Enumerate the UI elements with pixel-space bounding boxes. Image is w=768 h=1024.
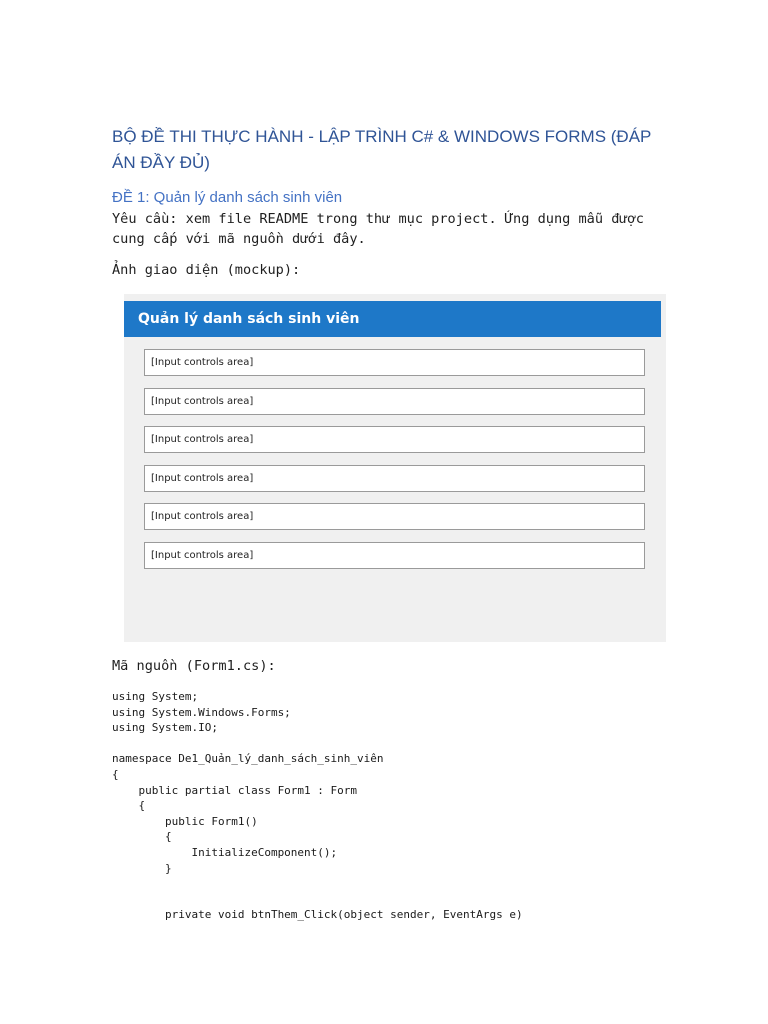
mockup-input-label: [Input controls area]	[151, 434, 254, 445]
section-heading: ĐỀ 1: Quản lý danh sách sinh viên	[112, 189, 343, 206]
code-caption: Mã nguồn (Form1.cs):	[112, 658, 276, 674]
document-title: BỘ ĐỀ THI THỰC HÀNH - LẬP TRÌNH C# & WINDOWS FORMS (ĐÁP ÁN ĐẦY ĐỦ)	[112, 127, 652, 172]
mockup-input-label: [Input controls area]	[151, 396, 254, 407]
mockup-title: Quản lý danh sách sinh viên	[138, 311, 360, 327]
code-block: using System; using System.Windows.Forms; using System.IO; namespace De1_Quản_lý_danh_sách_sinh_viên { public partial class Form1 : Form { public Form1() { InitializeComponent(); } private void btnThem_Click(object sender, EventArgs e)	[112, 690, 523, 922]
mockup-input-area	[144, 388, 645, 415]
requirement-paragraph: Yêu cầu: xem file README trong thư mục project. Ứng dụng mẫu được cung cấp với mã nguồn dưới đây.	[112, 211, 653, 247]
mockup-header-bar	[124, 301, 661, 337]
mockup-input-label: [Input controls area]	[151, 357, 254, 368]
mockup-input-area	[144, 542, 645, 569]
mockup-input-label: [Input controls area]	[151, 511, 254, 522]
mockup-input-label: [Input controls area]	[151, 550, 254, 561]
mockup-input-area	[144, 465, 645, 492]
mockup-caption: Ảnh giao diện (mockup):	[112, 262, 301, 278]
mockup-input-area	[144, 503, 645, 530]
mockup-input-area	[144, 426, 645, 453]
mockup-input-label: [Input controls area]	[151, 473, 254, 484]
mockup-input-area	[144, 349, 645, 376]
mockup-image	[124, 294, 666, 642]
